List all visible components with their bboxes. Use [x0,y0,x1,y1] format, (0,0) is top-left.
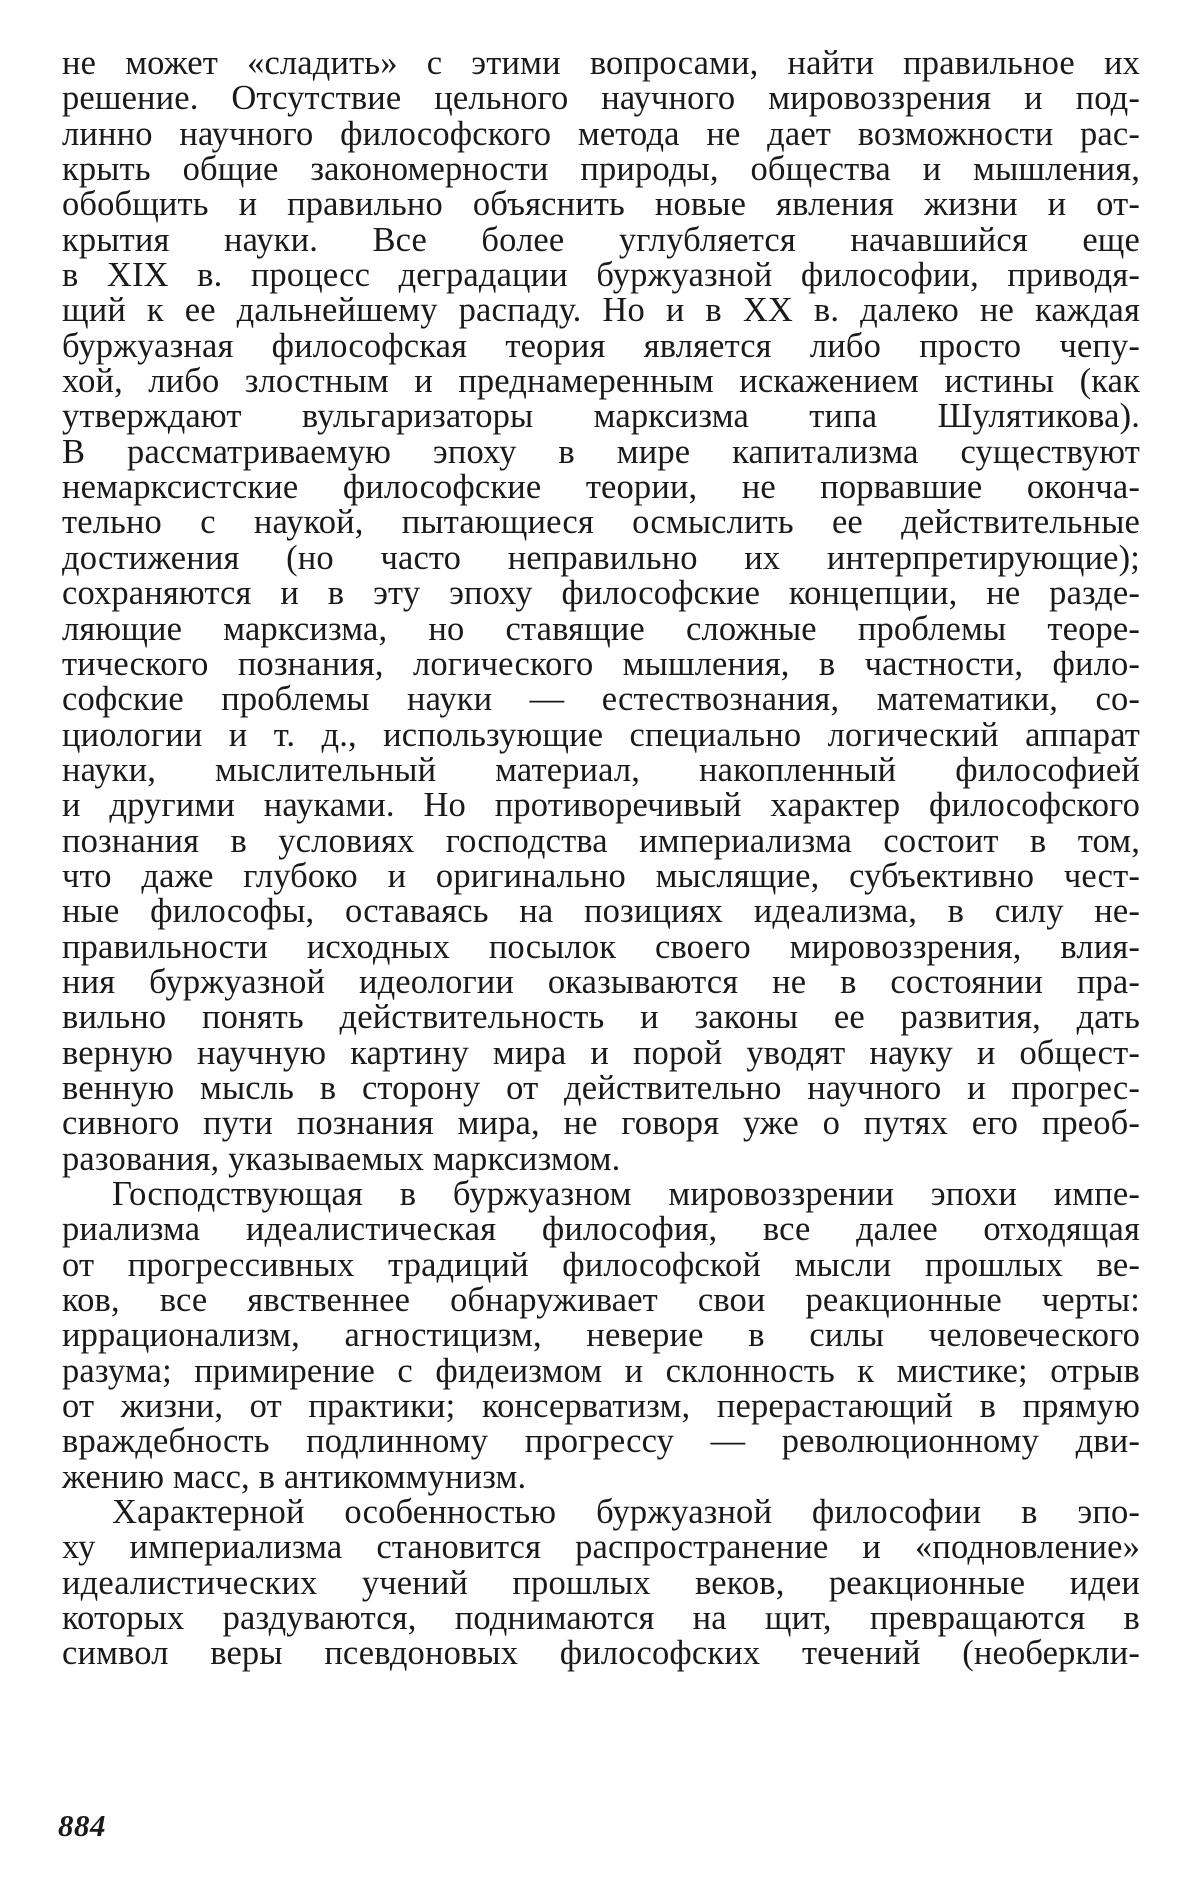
text-line: которых раздуваются, поднимаются на щит, превращаются в [62,1599,1140,1638]
text-line: тического познания, логического мышления, в частности, фило- [62,644,1140,683]
text-line: буржуазная философская теория является либо просто чепу- [62,326,1140,365]
text-line: познания в условиях господства империализма состоит в том, [62,821,1140,860]
text-line: крытия науки. Все более углубляется начавшийся еще [62,220,1140,259]
text-line: и другими науками. Но противоречивый характер философского [62,786,1140,825]
text-line: символ веры псевдоновых философских течений (необеркли- [62,1634,1140,1673]
text-line: Характерной особенностью буржуазной философии в эпо- [112,1493,1140,1532]
paragraph-2 [62,1177,1140,1495]
text-line: не может «сладить» с этими вопросами, найти правильное их [62,44,1140,82]
text-line: утверждают вульгаризаторы марксизма типа Шулятикова). [62,397,1140,436]
text-line: от прогрессивных традиций философской мысли прошлых ве- [62,1245,1140,1284]
text-line: немарксистские философские теории, не порвавшие оконча- [62,468,1140,507]
text-line: венную мысль в сторону от действительно научного и прогрес- [62,1068,1140,1107]
text-line: ные философы, оставаясь на позициях идеализма, в силу не- [62,892,1140,931]
text-line: от жизни, от практики; консерватизм, перерастающий в прямую [62,1387,1140,1426]
text-line: что даже глубоко и оригинально мыслящие, субъективно чест- [62,856,1140,895]
text-line: сивного пути познания мира, не говоря уже о путях его преоб- [62,1104,1140,1143]
text-line: решение. Отсутствие цельного научного мировоззрения и под- [62,79,1140,118]
text-line: жению масс, в антикоммунизм. [62,1457,527,1496]
text-line: Господствующая в буржуазном мировоззрении эпохи импе- [112,1175,1140,1213]
text-line: иррационализм, агностицизм, неверие в силы человеческого [62,1316,1140,1355]
text-line: ху империализма становится распространение и «подновление» [62,1528,1140,1567]
text-line: идеалистических учений прошлых веков, реакционные идеи [62,1563,1140,1602]
text-line: крыть общие закономерности природы, общества и мышления, [62,150,1140,189]
text-line: линно научного философского метода не дает возможности рас- [62,114,1140,153]
text-line: обобщить и правильно объяснить новые явления жизни и от- [62,185,1140,224]
text-line: ков, все явственнее обнаруживает свои реакционные черты: [62,1281,1140,1320]
text-line: ляющие марксизма, но ставящие сложные проблемы теоре- [62,609,1140,648]
text-line: в XIX в. процесс деградации буржуазной философии, приводя- [62,256,1140,295]
text-line: циологии и т. д., использующие специально логический аппарат [62,715,1140,754]
text-line: вильно понять действительность и законы ее развития, дать [62,998,1140,1037]
text-line: ния буржуазной идеологии оказываются не в состоянии пра- [62,962,1140,1001]
page-number: 884 [58,1808,106,1843]
text-line: разума; примирение с фидеизмом и склонность к мистике; отрыв [62,1351,1140,1390]
text-line: хой, либо злостным и преднамеренным искажением истины (как [62,362,1140,401]
text-line: достижения (но часто неправильно их интерпретирующие); [62,538,1140,577]
page-text-body [62,46,1140,1672]
text-line: софские проблемы науки — естествознания, математики, со- [62,680,1140,719]
text-line: щий к ее дальнейшему распаду. Но и в XX в. далеко не каждая [62,291,1140,330]
text-line: сохраняются и в эту эпоху философские концепции, не разде- [62,574,1140,613]
text-line: риализма идеалистическая философия, все далее отходящая [62,1210,1140,1249]
text-line: верную научную картину мира и порой уводят науку и общест- [62,1033,1140,1072]
paragraph-1 [62,46,1140,1177]
text-line: правильности исходных посылок своего мировоззрения, влия- [62,927,1140,966]
text-line: науки, мыслительный материал, накопленный философией [62,750,1140,789]
text-line: тельно с наукой, пытающиеся осмыслить ее действительные [62,503,1140,542]
text-line: враждебность подлинному прогрессу — революционному дви- [62,1422,1140,1461]
paragraph-3 [62,1495,1140,1672]
text-line: В рассматриваемую эпоху в мире капитализма существуют [62,432,1140,471]
text-line: разования, указываемых марксизмом. [62,1139,621,1178]
